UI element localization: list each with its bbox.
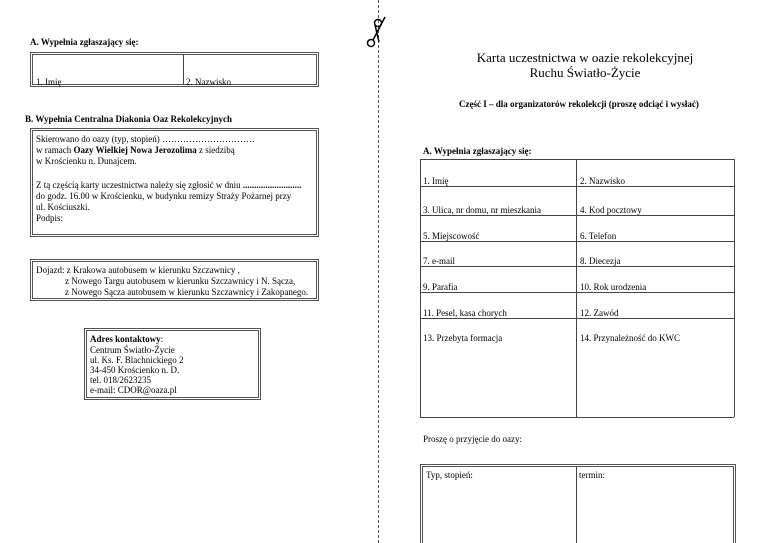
field-kwc[interactable]: 14. Przynależność do KWC [580, 333, 680, 343]
diakonia-line-3: w Krościenku n. Dunajcem. [36, 156, 137, 166]
field-phone[interactable]: 6. Telefon [580, 231, 617, 241]
request-divider [576, 467, 577, 543]
field-first-name[interactable]: 1. Imię [423, 176, 449, 186]
registration-form-table [420, 159, 736, 419]
contact-line-4: tel. 018/2623235 [90, 375, 151, 385]
left-field-surname[interactable]: 2. Nazwisko [186, 77, 231, 87]
form-title-line-1: Karta uczestnictwa w oazie rekolekcyjnej [476, 50, 694, 65]
field-term[interactable]: termin: [579, 470, 605, 480]
field-formation[interactable]: 13. Przebyta formacja [423, 333, 503, 343]
field-diocese[interactable]: 8. Diecezja [580, 256, 621, 266]
diakonia-signature-label: Podpis: [36, 213, 64, 223]
field-oasis-type[interactable]: Typ, stopień: [426, 470, 473, 480]
contact-line-3: 34-450 Krościenko n. D. [90, 365, 180, 375]
field-parish[interactable]: 9. Parafia [423, 282, 458, 292]
left-field-first-name[interactable]: 1. Imię [36, 77, 62, 87]
field-pesel[interactable]: 11. Pesel, kasa chorych [423, 308, 507, 318]
diakonia-line-5: do godz. 16.00 w Krościenku, w budynku remizy Straży Pożarnej przy [36, 191, 292, 201]
travel-line-1: Dojazd: z Krakowa autobusem w kierunku Szczawnicy , [36, 265, 240, 275]
form-title [400, 50, 768, 80]
fold-line [378, 0, 379, 543]
field-profession[interactable]: 12. Zawód [580, 308, 619, 318]
left-name-divider [183, 55, 184, 84]
diakonia-line-4: Z tą częścią karty uczestnictwa należy się zgłosić w dniu .......................... [36, 180, 302, 190]
scissors-icon [364, 14, 390, 48]
contact-line-2: ul. Ks. F. Blachnickiego 2 [90, 355, 184, 365]
contact-title: Adres kontaktowy: [90, 334, 164, 344]
field-birth-year[interactable]: 10. Rok urodzenia [580, 282, 647, 292]
form-title-line-2: Ruchu Światło-Życie [529, 65, 641, 80]
left-diakonia-box [30, 128, 319, 237]
request-text: Proszę o przyjęcie do oazy: [423, 434, 522, 444]
field-surname[interactable]: 2. Nazwisko [580, 176, 625, 186]
left-name-box [30, 52, 319, 87]
contact-email: e-mail: CDOR@oaza.pl [90, 385, 177, 395]
request-box [420, 464, 736, 543]
field-email[interactable]: 7. e-mail [423, 256, 455, 266]
left-section-b-heading: B. Wypełnia Centralna Diakonia Oaz Rekolekcyjnych [25, 114, 233, 124]
diakonia-line-2: w ramach Oazy Wielkiej Nowa Jerozolima z siedzibą [36, 145, 235, 155]
form-subtitle: Część I – dla organizatorów rekolekcji (proszę odciąć i wysłać) [459, 99, 699, 109]
travel-line-2: z Nowego Targu autobusem w kierunku Szczawnicy i N. Sącza, [65, 276, 296, 286]
diakonia-line-6: ul. Kościuszki. [36, 202, 90, 212]
field-street[interactable]: 3. Ulica, nr domu, nr mieszkania [423, 205, 541, 215]
field-city[interactable]: 5. Miejscowość [423, 231, 480, 241]
field-postal-code[interactable]: 4. Kod pocztowy [580, 205, 642, 215]
contact-box [84, 328, 261, 400]
travel-line-3: z Nowego Sącza autobusem w kierunku Szczawnicy i Zakopanego. [65, 287, 309, 297]
left-section-a-heading: A. Wypełnia zgłaszający się: [30, 37, 139, 47]
travel-box [30, 259, 319, 301]
right-section-a-heading: A. Wypełnia zgłaszający się: [423, 146, 532, 156]
diakonia-line-1: Skierowano do oazy (typ, stopień) …………………………. [36, 134, 255, 144]
contact-line-1: Centrum Światło-Życie [90, 345, 175, 355]
